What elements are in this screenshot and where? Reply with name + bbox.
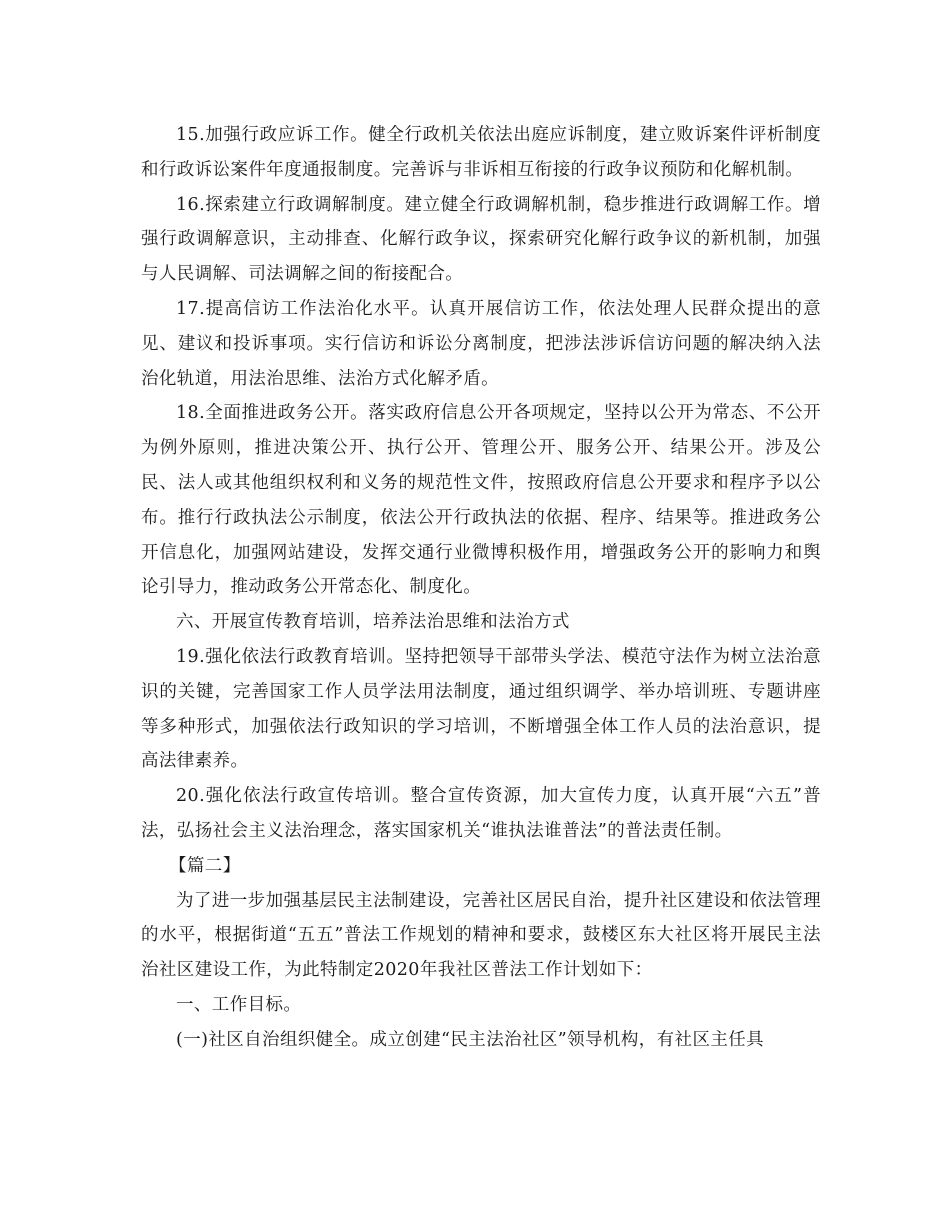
section-heading-six: 六、开展宣传教育培训，培养法治思维和法治方式	[176, 612, 570, 633]
paragraph-item-15: 15.加强行政应诉工作。健全行政机关依法出庭应诉制度，建立败诉案件评析制度和行政诉讼案件年度通报制度。完善诉与非诉相互衔接的行政争议预防和化解机制。	[141, 125, 821, 180]
paragraph-item-19: 19.强化依法行政教育培训。坚持把领导干部带头学法、模范守法作为树立法治意识的关键，完善国家工作人员学法用法制度，通过组织调学、举办培训班、专题讲座等多种形式，加强依法行政知识的学习培训，不断增强全体工作人员的法治意识，提高法律素养。	[141, 646, 821, 772]
paragraph-item-18: 18.全面推进政务公开。落实政府信息公开各项规定，坚持以公开为常态、不公开为例外原则，推进决策公开、执行公开、管理公开、服务公开、结果公开。涉及公民、法人或其他组织权利和义务的规范性文件，按照政府信息公开要求和程序予以公布。推行行政执法公示制度，依法公开行政执法的依据、程序、结果等。推进政务公开信息化，加强网站建设，发挥交通行业微博积极作用，增强政务公开的影响力和舆论引导力，推动政务公开常态化、制度化。	[141, 403, 821, 598]
paragraph-item-16: 16.探索建立行政调解制度。建立健全行政调解机制，稳步推进行政调解工作。增强行政调解意识，主动排查、化解行政争议，探索研究化解行政争议的新机制，加强与人民调解、司法调解之间的衔接配合。	[141, 194, 821, 285]
paragraph-item-20: 20.强化依法行政宣传培训。整合宣传资源，加大宣传力度，认真开展“六五”普法，弘扬社会主义法治理念，落实国家机关“谁执法谁普法”的普法责任制。	[141, 786, 821, 841]
intro-paragraph: 为了进一步加强基层民主法制建设，完善社区居民自治，提升社区建设和依法管理的水平，根据街道“五五”普法工作规划的精神和要求，鼓楼区东大社区将开展民主法治社区建设工作，为此特制定2020年我社区普法工作计划如下：	[141, 890, 821, 981]
goal-item-one: (一)社区自治组织健全。成立创建“民主法治社区”领导机构，有社区主任具	[176, 1029, 765, 1050]
document-body	[141, 118, 821, 1058]
paragraph-item-17: 17.提高信访工作法治化水平。认真开展信访工作，依法处理人民群众提出的意见、建议和投诉事项。实行信访和诉讼分离制度，把涉法涉诉信访问题的解决纳入法治化轨道，用法治思维、法治方式化解矛盾。	[141, 298, 821, 389]
section-heading-goals: 一、工作目标。	[176, 994, 302, 1015]
part-two-tag: 【篇二】	[169, 855, 241, 876]
